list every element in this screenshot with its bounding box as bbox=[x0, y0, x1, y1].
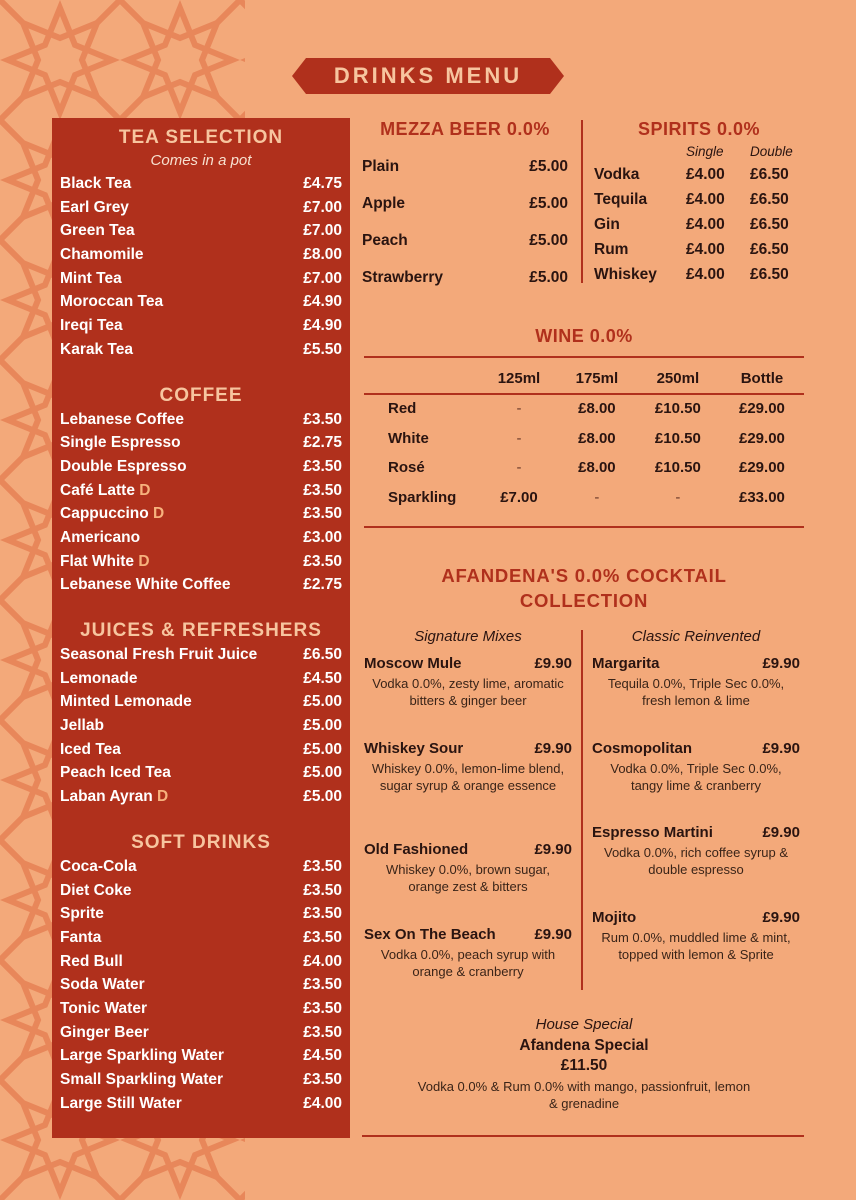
house-special-name: Afandena Special bbox=[519, 1037, 649, 1054]
wine-price: £7.00 bbox=[500, 488, 538, 506]
cocktail-price: £9.90 bbox=[762, 655, 800, 672]
cocktail-description: Vodka 0.0%, zesty lime, aromatic bitters & ginger beer bbox=[372, 676, 564, 708]
menu-item bbox=[60, 761, 342, 785]
dairy-tag: D bbox=[157, 788, 169, 806]
spirit-item bbox=[594, 187, 804, 212]
wine-price: - bbox=[516, 429, 522, 447]
item-name: Apple bbox=[362, 195, 406, 212]
wine-price: £33.00 bbox=[739, 488, 785, 506]
item-name: Peach bbox=[362, 232, 408, 249]
dairy-tag: D bbox=[139, 481, 151, 499]
wine-price: £29.00 bbox=[739, 400, 785, 418]
cocktail-item bbox=[592, 654, 800, 709]
item-price: £5.00 bbox=[303, 788, 342, 806]
item-price: £5.50 bbox=[303, 340, 342, 358]
item-name: Iced Tea bbox=[60, 740, 121, 758]
tea-section-subtitle: Comes in a pot bbox=[150, 152, 252, 169]
cocktail-name: Mojito bbox=[592, 909, 637, 926]
item-price: £3.50 bbox=[303, 552, 342, 570]
beer-item bbox=[362, 222, 568, 259]
menu-item bbox=[60, 1092, 342, 1116]
item-price: £7.00 bbox=[303, 269, 342, 287]
wine-price: £8.00 bbox=[578, 400, 616, 418]
spirit-item bbox=[594, 212, 804, 237]
item-price: £4.50 bbox=[303, 1047, 342, 1065]
cocktail-name: Sex On The Beach bbox=[364, 926, 496, 943]
item-price: £2.75 bbox=[303, 576, 342, 594]
spirits-list bbox=[594, 162, 804, 287]
item-price: £3.50 bbox=[303, 481, 342, 499]
double-price: £6.50 bbox=[750, 191, 789, 208]
item-name: Lebanese Coffee bbox=[60, 410, 185, 428]
wine-row bbox=[364, 394, 804, 424]
item-name: Small Sparkling Water bbox=[60, 1071, 224, 1088]
item-name: Earl Grey bbox=[60, 198, 129, 216]
menu-item bbox=[60, 314, 342, 338]
juices-section-title: JUICES & REFRESHERS bbox=[80, 620, 322, 641]
double-price: £6.50 bbox=[750, 266, 789, 283]
item-price: £5.00 bbox=[529, 195, 568, 212]
item-name: Ireqi Tea bbox=[60, 317, 123, 335]
item-name: Tequila bbox=[594, 191, 648, 208]
wine-name: White bbox=[388, 429, 429, 447]
divider bbox=[581, 630, 583, 990]
beer-item bbox=[362, 148, 568, 185]
item-name: Jellab bbox=[60, 717, 104, 735]
beer-item bbox=[362, 259, 568, 296]
signature-mixes-title: Signature Mixes bbox=[414, 628, 522, 645]
wine-section bbox=[364, 322, 804, 506]
item-name: Large Still Water bbox=[60, 1094, 182, 1112]
item-name: Americano bbox=[60, 528, 141, 546]
cocktail-name: Whiskey Sour bbox=[364, 740, 464, 757]
menu-item bbox=[60, 431, 342, 455]
item-price: £5.00 bbox=[303, 717, 342, 735]
cocktail-price: £9.90 bbox=[762, 909, 800, 926]
menu-item bbox=[60, 997, 342, 1021]
menu-item bbox=[60, 973, 342, 997]
item-price: £3.50 bbox=[303, 1023, 342, 1041]
item-price: £3.50 bbox=[303, 881, 342, 899]
beer-list bbox=[362, 148, 568, 296]
item-price: £4.00 bbox=[303, 952, 342, 970]
menu-item bbox=[60, 1021, 342, 1045]
item-name: Moroccan Tea bbox=[60, 293, 164, 311]
menu-item bbox=[60, 785, 342, 809]
item-price: £4.75 bbox=[303, 175, 342, 192]
wine-price: - bbox=[675, 488, 681, 506]
double-price: £6.50 bbox=[750, 216, 789, 233]
double-price: £6.50 bbox=[750, 241, 789, 258]
menu-item bbox=[60, 243, 342, 267]
single-price: £4.00 bbox=[686, 241, 725, 258]
item-name: Soda Water bbox=[60, 976, 145, 994]
item-price: £5.00 bbox=[303, 740, 342, 758]
wine-price: £10.50 bbox=[654, 459, 701, 477]
cocktail-name: Cosmopolitan bbox=[592, 740, 692, 757]
classic-reinvented-title: Classic Reinvented bbox=[631, 628, 761, 645]
item-name: Karak Tea bbox=[60, 340, 133, 358]
cocktail-price: £9.90 bbox=[762, 824, 800, 841]
left-menu-panel bbox=[52, 118, 350, 1138]
item-name: Cappuccino D bbox=[60, 505, 165, 523]
menu-title-banner bbox=[292, 58, 564, 94]
item-price: £3.00 bbox=[303, 528, 342, 546]
menu-item bbox=[60, 219, 342, 243]
item-price: £8.00 bbox=[303, 246, 342, 264]
beer-item bbox=[362, 185, 568, 222]
item-price: £4.90 bbox=[303, 317, 342, 335]
item-price: £5.00 bbox=[303, 764, 342, 782]
single-price: £4.00 bbox=[686, 191, 725, 208]
cocktail-section-title: AFANDENA'S 0.0% COCKTAIL COLLECTION bbox=[441, 565, 727, 611]
spirits-section bbox=[594, 116, 804, 287]
juices-list bbox=[60, 643, 342, 809]
item-name: Coca-Cola bbox=[60, 857, 137, 875]
wine-col-header: 125ml bbox=[497, 369, 541, 387]
wine-name: Red bbox=[388, 400, 417, 418]
cocktail-description: Vodka 0.0%, peach syrup with orange & cranberry bbox=[380, 947, 556, 979]
cocktail-name: Old Fashioned bbox=[364, 841, 469, 858]
item-name: Double Espresso bbox=[60, 457, 187, 475]
cocktail-item bbox=[364, 925, 572, 980]
coffee-list bbox=[60, 408, 342, 598]
item-price: £3.50 bbox=[303, 1071, 342, 1088]
item-price: £4.50 bbox=[303, 669, 342, 687]
beer-section bbox=[362, 116, 568, 296]
item-price: £3.50 bbox=[303, 928, 342, 946]
wine-price: £8.00 bbox=[578, 429, 616, 447]
cocktail-description: Tequila 0.0%, Triple Sec 0.0%, fresh lemon & lime bbox=[607, 676, 785, 708]
single-price: £4.00 bbox=[686, 266, 725, 283]
wine-price: £8.00 bbox=[578, 459, 616, 477]
cocktail-name: Margarita bbox=[592, 655, 660, 672]
item-name: Black Tea bbox=[60, 175, 132, 192]
menu-item bbox=[60, 408, 342, 432]
menu-item bbox=[60, 643, 342, 667]
item-name: Plain bbox=[362, 158, 400, 175]
spirit-item bbox=[594, 162, 804, 187]
spirits-section-title: SPIRITS 0.0% bbox=[637, 119, 761, 139]
wine-name: Sparkling bbox=[388, 488, 457, 506]
cocktail-price: £9.90 bbox=[762, 740, 800, 757]
item-name: Seasonal Fresh Fruit Juice bbox=[60, 646, 258, 663]
cocktail-price: £9.90 bbox=[534, 655, 572, 672]
item-name: Strawberry bbox=[362, 269, 443, 286]
item-name: Tonic Water bbox=[60, 999, 147, 1017]
item-name: Sprite bbox=[60, 905, 104, 923]
cocktail-item bbox=[592, 739, 800, 794]
classic-reinvented-column bbox=[592, 626, 800, 648]
wine-row bbox=[364, 424, 804, 454]
item-price: £5.00 bbox=[529, 158, 568, 175]
menu-item bbox=[60, 714, 342, 738]
menu-item bbox=[60, 455, 342, 479]
item-name: Minted Lemonade bbox=[60, 693, 192, 711]
item-price: £5.00 bbox=[529, 232, 568, 249]
wine-col-header: 175ml bbox=[575, 369, 619, 387]
menu-item bbox=[60, 338, 342, 362]
item-price: £3.50 bbox=[303, 505, 342, 523]
spirit-item bbox=[594, 237, 804, 262]
item-name: Fanta bbox=[60, 928, 102, 946]
menu-item bbox=[60, 573, 342, 597]
wine-price: - bbox=[516, 400, 522, 418]
wine-row bbox=[364, 453, 804, 483]
menu-item bbox=[60, 502, 342, 526]
item-name: Single Espresso bbox=[60, 434, 181, 452]
menu-item bbox=[60, 879, 342, 903]
wine-price: £29.00 bbox=[739, 459, 785, 477]
item-price: £7.00 bbox=[303, 198, 342, 216]
item-name: Lemonade bbox=[60, 669, 138, 687]
item-price: £3.50 bbox=[303, 410, 342, 428]
item-name: Café Latte D bbox=[60, 481, 151, 499]
wine-price: £10.50 bbox=[654, 429, 701, 447]
wine-top-rule bbox=[364, 356, 804, 358]
signature-mixes-column bbox=[364, 626, 572, 648]
item-name: Lebanese White Coffee bbox=[60, 576, 231, 594]
item-name: Rum bbox=[594, 241, 629, 258]
menu-item bbox=[60, 1068, 342, 1092]
cocktail-name: Moscow Mule bbox=[364, 655, 462, 672]
item-name: Mint Tea bbox=[60, 269, 122, 287]
item-name: Gin bbox=[594, 216, 620, 233]
menu-item bbox=[60, 926, 342, 950]
wine-price: - bbox=[594, 488, 600, 506]
item-price: £7.00 bbox=[303, 222, 342, 240]
wine-col-header: Bottle bbox=[740, 369, 784, 387]
spirits-col-single: Single bbox=[686, 144, 724, 159]
tea-list bbox=[60, 172, 342, 362]
single-price: £4.00 bbox=[686, 166, 725, 183]
coffee-section-title: COFFEE bbox=[159, 384, 243, 406]
beer-section-title: MEZZA BEER 0.0% bbox=[380, 119, 550, 139]
menu-item bbox=[60, 479, 342, 503]
spirit-item bbox=[594, 262, 804, 287]
wine-name: Rosé bbox=[388, 459, 425, 477]
cocktail-price: £9.90 bbox=[534, 841, 572, 858]
single-price: £4.00 bbox=[686, 216, 725, 233]
house-special bbox=[364, 1014, 804, 1112]
wine-price: £29.00 bbox=[739, 429, 785, 447]
cocktail-name: Espresso Martini bbox=[592, 824, 713, 841]
wine-bottom-rule bbox=[364, 526, 804, 528]
item-price: £4.90 bbox=[303, 293, 342, 311]
cocktail-item bbox=[364, 840, 572, 895]
menu-item bbox=[60, 738, 342, 762]
menu-item bbox=[60, 196, 342, 220]
item-price: £6.50 bbox=[303, 646, 342, 663]
cocktail-price: £9.90 bbox=[534, 740, 572, 757]
house-special-price: £11.50 bbox=[560, 1057, 608, 1074]
cocktail-item bbox=[592, 823, 800, 878]
bottom-rule bbox=[362, 1135, 804, 1137]
wine-header-rule bbox=[364, 393, 804, 395]
item-price: £5.00 bbox=[303, 693, 342, 711]
menu-item bbox=[60, 526, 342, 550]
item-name: Large Sparkling Water bbox=[60, 1047, 224, 1065]
menu-item bbox=[60, 267, 342, 291]
item-name: Vodka bbox=[594, 166, 640, 183]
menu-item bbox=[60, 290, 342, 314]
item-name: Whiskey bbox=[594, 266, 657, 283]
dairy-tag: D bbox=[153, 505, 165, 523]
spirits-col-double: Double bbox=[750, 144, 793, 159]
cocktail-description: Rum 0.0%, muddled lime & mint, topped with lemon & Sprite bbox=[601, 930, 791, 962]
item-name: Ginger Beer bbox=[60, 1023, 149, 1041]
item-name: Peach Iced Tea bbox=[60, 764, 171, 782]
item-name: Diet Coke bbox=[60, 881, 132, 899]
soft-drinks-list bbox=[60, 855, 342, 1116]
cocktail-description: Vodka 0.0%, Triple Sec 0.0%, tangy lime & cranberry bbox=[610, 761, 782, 793]
wine-section-title: WINE 0.0% bbox=[535, 326, 633, 346]
item-name: Red Bull bbox=[60, 952, 123, 970]
menu-item bbox=[60, 855, 342, 879]
menu-item bbox=[60, 1044, 342, 1068]
house-special-description: Vodka 0.0% & Rum 0.0% with mango, passionfruit, lemon & grenadine bbox=[417, 1079, 751, 1111]
cocktail-price: £9.90 bbox=[534, 926, 572, 943]
item-price: £3.50 bbox=[303, 905, 342, 923]
wine-price: £10.50 bbox=[654, 400, 701, 418]
divider bbox=[581, 120, 583, 283]
item-name: Chamomile bbox=[60, 246, 144, 264]
cocktail-item bbox=[364, 654, 572, 709]
double-price: £6.50 bbox=[750, 166, 789, 183]
cocktail-description: Whiskey 0.0%, brown sugar, orange zest & bitters bbox=[385, 862, 551, 894]
menu-item bbox=[60, 950, 342, 974]
item-name: Laban Ayran D bbox=[60, 788, 169, 806]
cocktail-item bbox=[364, 739, 572, 794]
wine-price: - bbox=[516, 459, 522, 477]
soft-drinks-section-title: SOFT DRINKS bbox=[131, 831, 271, 853]
cocktail-description: Whiskey 0.0%, lemon-lime blend, sugar syrup & orange essence bbox=[371, 761, 565, 793]
menu-item bbox=[60, 690, 342, 714]
item-price: £3.50 bbox=[303, 999, 342, 1017]
dairy-tag: D bbox=[138, 552, 150, 570]
house-special-label: House Special bbox=[535, 1016, 633, 1033]
item-name: Flat White D bbox=[60, 552, 150, 570]
item-price: £3.50 bbox=[303, 857, 342, 875]
item-price: £3.50 bbox=[303, 976, 342, 994]
menu-item bbox=[60, 902, 342, 926]
page-title: DRINKS MENU bbox=[333, 63, 523, 88]
menu-item bbox=[60, 667, 342, 691]
menu-item bbox=[60, 172, 342, 196]
wine-table bbox=[364, 362, 804, 512]
item-price: £5.00 bbox=[529, 269, 568, 286]
cocktail-item bbox=[592, 908, 800, 963]
menu-item bbox=[60, 550, 342, 574]
item-name: Green Tea bbox=[60, 222, 135, 240]
item-price: £3.50 bbox=[303, 457, 342, 475]
cocktail-description: Vodka 0.0%, rich coffee syrup & double espresso bbox=[603, 845, 789, 877]
tea-section-title: TEA SELECTION bbox=[118, 127, 284, 148]
wine-row bbox=[364, 483, 804, 513]
item-price: £2.75 bbox=[303, 434, 342, 452]
wine-col-header: 250ml bbox=[656, 369, 700, 387]
item-price: £4.00 bbox=[303, 1094, 342, 1112]
